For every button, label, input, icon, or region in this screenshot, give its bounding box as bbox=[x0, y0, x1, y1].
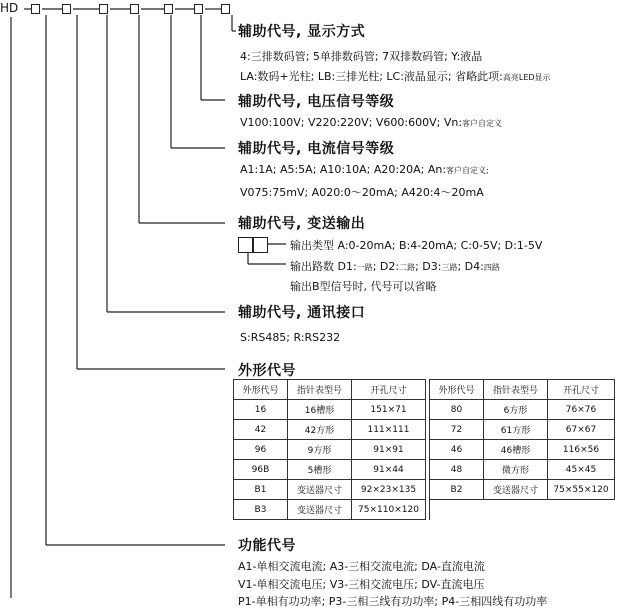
shape-table bbox=[233, 379, 615, 520]
cell: 91×91 bbox=[352, 440, 426, 460]
cell: 变送器尺寸 bbox=[288, 500, 352, 520]
cell: 变送器尺寸 bbox=[288, 480, 352, 500]
cell: 75×110×120 bbox=[352, 500, 426, 520]
cell bbox=[484, 500, 548, 520]
transmit-route-label: 输出路数 bbox=[290, 260, 334, 273]
code-box-shape bbox=[62, 4, 71, 14]
cell bbox=[430, 500, 484, 520]
code-box-voltage bbox=[194, 4, 203, 14]
display-line2-small: 高亮LED显示 bbox=[502, 73, 551, 82]
cell: 91×44 bbox=[352, 460, 426, 480]
cell: 76×76 bbox=[548, 400, 615, 420]
route-d2: ; D2: bbox=[372, 260, 400, 273]
cell: 151×71 bbox=[352, 400, 426, 420]
header-cell: 指针表型号 bbox=[288, 380, 352, 400]
function-line3: P1-单相有功功率; P3-三相三线有功功率; P4-三相四线有功功率 bbox=[238, 595, 548, 608]
cell: 微方形 bbox=[484, 460, 548, 480]
cell: 45×45 bbox=[548, 460, 615, 480]
cell: 96 bbox=[234, 440, 288, 460]
voltage-title: 辅助代号, 电压信号等级 bbox=[238, 94, 395, 110]
cell: 42 bbox=[234, 420, 288, 440]
transmit-note: 输出B型信号时, 代号可以省略 bbox=[290, 280, 437, 293]
code-box-function bbox=[31, 4, 40, 14]
cell: B1 bbox=[234, 480, 288, 500]
current-line1-main: A1:1A; A5:5A; A10:10A; A20:20A; An: bbox=[240, 163, 447, 176]
cell: 9方形 bbox=[288, 440, 352, 460]
transmit-route-line bbox=[290, 258, 500, 274]
current-line1-small: 客户自定义; bbox=[446, 166, 489, 175]
table-row bbox=[234, 480, 615, 500]
route-d4: ; D4: bbox=[457, 260, 484, 273]
header-cell: 开孔尺寸 bbox=[548, 380, 615, 400]
cell: 6方形 bbox=[484, 400, 548, 420]
transmit-type-box bbox=[238, 237, 253, 253]
route-d1-text: 一路 bbox=[356, 263, 373, 272]
table-row bbox=[234, 440, 615, 460]
code-box-current bbox=[164, 4, 173, 14]
code-box-transmit bbox=[130, 4, 139, 14]
cell: 5槽形 bbox=[288, 460, 352, 480]
route-d2-text: 二路 bbox=[399, 263, 416, 272]
current-title: 辅助代号, 电流信号等级 bbox=[238, 141, 395, 157]
display-line1: 4:三排数码管; 5单排数码管; 7双排数码管; Y:液晶 bbox=[240, 50, 483, 63]
cell: 67×67 bbox=[548, 420, 615, 440]
header-cell: 外形代号 bbox=[430, 380, 484, 400]
transmit-type-line bbox=[290, 237, 542, 253]
comm-line1: S:RS485; R:RS232 bbox=[240, 331, 341, 344]
comm-title: 辅助代号, 通讯接口 bbox=[238, 305, 366, 321]
current-line2: V075:75mV; A020:0～20mA; A420:4～20mA bbox=[240, 186, 484, 199]
cell: 116×56 bbox=[548, 440, 615, 460]
table-header-row bbox=[234, 380, 615, 400]
shape-title: 外形代号 bbox=[238, 363, 296, 379]
cell: 72 bbox=[430, 420, 484, 440]
route-d4-text: 四路 bbox=[483, 263, 500, 272]
cell: B2 bbox=[430, 480, 484, 500]
cell: 111×111 bbox=[352, 420, 426, 440]
transmit-title: 辅助代号, 变送输出 bbox=[238, 216, 366, 232]
cell: 96B bbox=[234, 460, 288, 480]
display-line2-main: LA:数码+光柱; LB:三排光柱; LC:液晶显示; 省略此项: bbox=[240, 70, 503, 83]
cell: 变送器尺寸 bbox=[484, 480, 548, 500]
route-d1: D1: bbox=[337, 260, 357, 273]
header-cell: 外形代号 bbox=[234, 380, 288, 400]
table-row bbox=[234, 500, 615, 520]
function-title: 功能代号 bbox=[238, 538, 296, 554]
cell: 42方形 bbox=[288, 420, 352, 440]
code-box-comm bbox=[99, 4, 108, 14]
cell: B3 bbox=[234, 500, 288, 520]
cell: 75×55×120 bbox=[548, 480, 615, 500]
current-line1 bbox=[240, 163, 489, 176]
transmit-type-values: A:0-20mA; B:4-20mA; C:0-5V; D:1-5V bbox=[337, 239, 543, 252]
function-line1: A1-单相交流电流; A3-三相交流电流; DA-直流电流 bbox=[238, 560, 485, 573]
display-title: 辅助代号, 显示方式 bbox=[238, 24, 366, 40]
cell: 16槽形 bbox=[288, 400, 352, 420]
table-row bbox=[234, 460, 615, 480]
transmit-type-label: 输出类型 bbox=[290, 239, 334, 252]
cell bbox=[548, 500, 615, 520]
voltage-line1-small: 客户自定义 bbox=[462, 119, 503, 128]
code-box-display bbox=[221, 4, 230, 14]
model-prefix: HD bbox=[0, 1, 19, 15]
transmit-route-box bbox=[253, 237, 268, 253]
table-row bbox=[234, 420, 615, 440]
function-line2: V1-单相交流电压; V3-三相交流电压; DV-直流电压 bbox=[238, 578, 485, 591]
route-d3-text: 三路 bbox=[441, 263, 458, 272]
cell: 16 bbox=[234, 400, 288, 420]
cell: 61方形 bbox=[484, 420, 548, 440]
table-row bbox=[234, 400, 615, 420]
voltage-line1 bbox=[240, 116, 502, 129]
voltage-line1-main: V100:100V; V220:220V; V600:600V; Vn: bbox=[240, 116, 463, 129]
display-line2 bbox=[240, 68, 551, 84]
cell: 46槽形 bbox=[484, 440, 548, 460]
cell: 80 bbox=[430, 400, 484, 420]
route-d3: ; D3: bbox=[415, 260, 442, 273]
header-cell: 指针表型号 bbox=[484, 380, 548, 400]
header-cell: 开孔尺寸 bbox=[352, 380, 426, 400]
cell: 92×23×135 bbox=[352, 480, 426, 500]
cell: 48 bbox=[430, 460, 484, 480]
cell: 46 bbox=[430, 440, 484, 460]
